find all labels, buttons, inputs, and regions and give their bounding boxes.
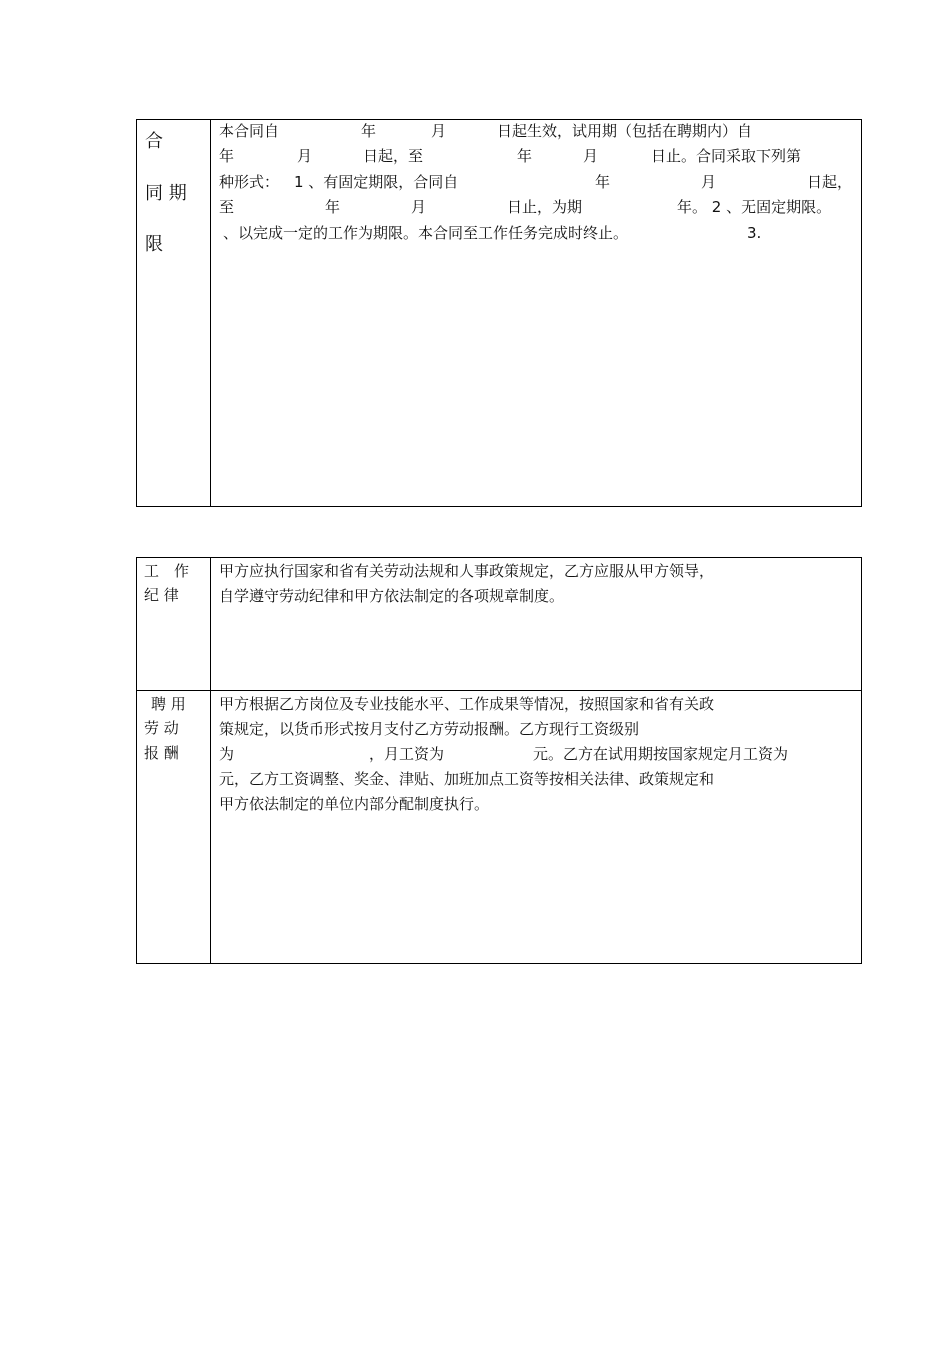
text-fragment: 年。 2 、无固定期限。 [677,198,832,216]
label-line: 纪 律 [144,586,179,604]
work-discipline-row [137,558,861,691]
text-fragment: 年 [517,147,533,165]
label-line: 同 期 [145,183,187,204]
text-fragment: 年 [325,198,341,216]
text-line: 甲方根据乙方岗位及专业技能水平、工作成果等情况，按照国家和省有关政 [219,695,715,713]
text-fragment: 年 [361,122,377,140]
text-fragment: 月 [701,173,717,191]
text-line: 甲方依法制定的单位内部分配制度执行。 [219,795,490,813]
work-discipline-pay-table [136,557,862,964]
text-fragment: 本合同自 [219,122,280,140]
text-line: 自学遵守劳动纪律和甲方依法制定的各项规章制度。 [219,587,565,605]
text-fragment: 日止，为期 [507,198,583,216]
text-fragment: 、以完成一定的工作为期限。本合同至工作任务完成时终止。 [223,224,629,242]
label-line: 工 作 [144,562,190,580]
label-line: 报 酬 [144,744,179,762]
text-fragment: 日起生效，试用期（包括在聘期内）自 [497,122,753,140]
contract-term-label-cell [137,120,211,506]
text-fragment: 月 [583,147,599,165]
label-line: 限 [145,234,163,255]
employment-pay-content-cell [211,691,861,963]
text-fragment: 月 [411,198,427,216]
label-line: 劳 动 [144,719,179,737]
label-line: 合 [145,131,163,152]
text-fragment: ，月工资为 [369,745,445,763]
text-fragment: 月 [297,147,313,165]
text-line: 甲方应执行国家和省有关劳动法规和人事政策规定，乙方应服从甲方领导， [219,562,715,580]
text-fragment: 3. [747,224,762,242]
text-fragment: 日起， [807,173,853,191]
employment-pay-label-cell [137,691,211,963]
work-discipline-label-cell [137,558,211,690]
employment-pay-row [137,691,861,963]
text-fragment: 年 [595,173,611,191]
text-fragment: 种形式： [219,173,280,191]
work-discipline-content-cell [211,558,861,690]
label-line: 聘 用 [151,695,186,713]
text-fragment: 元。乙方在试用期按国家规定月工资为 [533,745,789,763]
text-fragment: 日起，至 [363,147,424,165]
text-fragment: 为 [219,745,235,763]
text-fragment: 月 [431,122,447,140]
contract-term-content-cell [211,120,861,506]
text-fragment: 1 、有固定期限，合同自 [294,173,459,191]
text-fragment: 至 [219,198,235,216]
text-line: 元，乙方工资调整、奖金、津贴、加班加点工资等按相关法律、政策规定和 [219,770,715,788]
contract-term-table [136,119,862,507]
text-fragment: 日止。合同采取下列第 [651,147,802,165]
text-fragment: 年 [219,147,235,165]
text-line: 策规定，以货币形式按月支付乙方劳动报酬。乙方现行工资级别 [219,720,640,738]
